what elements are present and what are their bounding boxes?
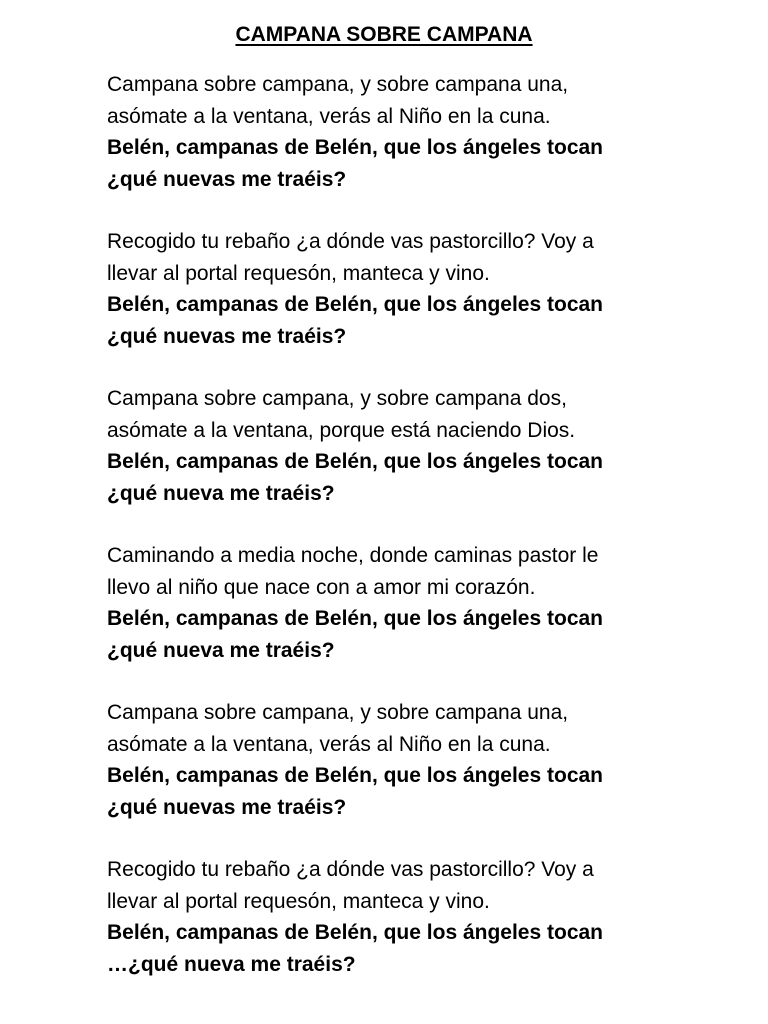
chorus-line: ¿qué nueva me traéis?: [107, 481, 335, 505]
chorus-line: ¿qué nuevas me traéis?: [107, 324, 347, 348]
chorus-line: Belén, campanas de Belén, que los ángeles tocan: [107, 764, 604, 787]
chorus-line: ¿qué nuevas me traéis?: [107, 795, 347, 819]
verse-line: Campana sobre campana, y sobre campana una,: [107, 73, 569, 96]
chorus-line: Belén, campanas de Belén, que los ángeles tocan: [107, 136, 604, 159]
stanza-5: [107, 697, 707, 823]
chorus-line: ¿qué nueva me traéis?: [107, 638, 335, 662]
stanza-2: [107, 226, 707, 352]
chorus-line: …¿qué nueva me traéis?: [107, 952, 356, 976]
chorus-line: ¿qué nuevas me traéis?: [107, 167, 347, 191]
stanza-4: [107, 540, 707, 666]
verse-line: llevo al niño que nace con a amor mi corazón.: [107, 575, 536, 599]
chorus-line: Belén, campanas de Belén, que los ángeles tocan: [107, 450, 604, 473]
verse-line: Caminando a media noche, donde caminas pastor le: [107, 544, 599, 567]
verse-line: asómate a la ventana, verás al Niño en la cuna.: [107, 104, 551, 128]
lyrics-body: [107, 69, 707, 980]
chorus-line: Belén, campanas de Belén, que los ángeles tocan: [107, 607, 604, 630]
title-text: CAMPANA SOBRE CAMPANA: [235, 23, 533, 46]
verse-line: Campana sobre campana, y sobre campana una,: [107, 701, 569, 724]
page-title: [0, 20, 768, 50]
stanza-6: [107, 854, 707, 980]
verse-line: Campana sobre campana, y sobre campana dos,: [107, 387, 567, 410]
chorus-line: Belén, campanas de Belén, que los ángeles tocan: [107, 293, 604, 316]
verse-line: llevar al portal requesón, manteca y vino.: [107, 889, 490, 913]
verse-line: Recogido tu rebaño ¿a dónde vas pastorcillo? Voy a: [107, 230, 594, 253]
verse-line: Recogido tu rebaño ¿a dónde vas pastorcillo? Voy a: [107, 858, 594, 881]
verse-line: llevar al portal requesón, manteca y vino.: [107, 261, 490, 285]
stanza-1: [107, 69, 707, 195]
verse-line: asómate a la ventana, porque está naciendo Dios.: [107, 418, 576, 442]
chorus-line: Belén, campanas de Belén, que los ángeles tocan: [107, 921, 604, 944]
verse-line: asómate a la ventana, verás al Niño en la cuna.: [107, 732, 551, 756]
stanza-3: [107, 383, 707, 509]
